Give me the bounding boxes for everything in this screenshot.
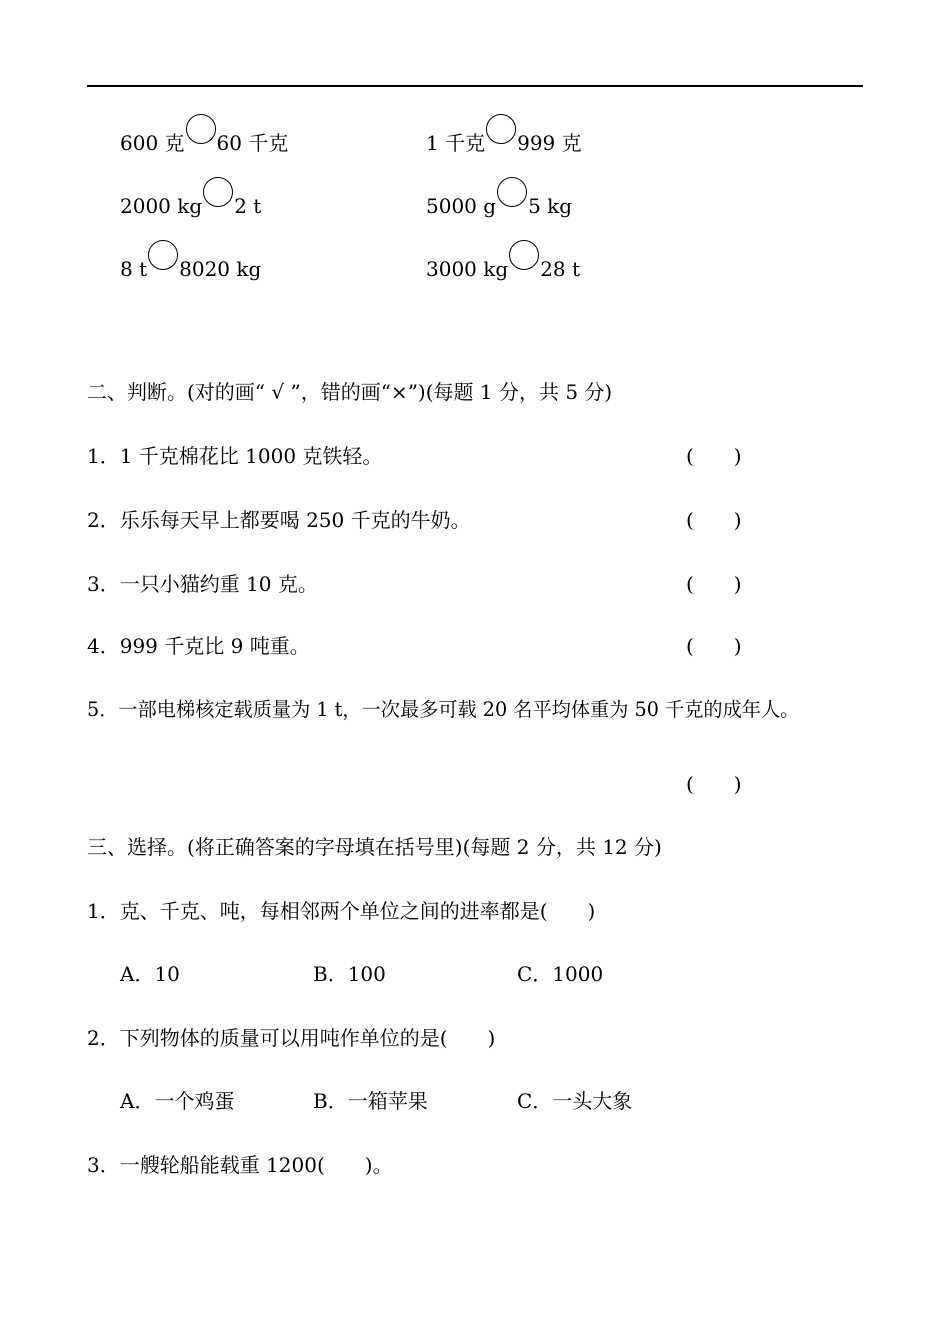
compare-right: 5 kg [528, 194, 573, 218]
judge-item: 3．一只小猫约重 10 克。 [87, 572, 318, 596]
judge-item: 4．999 千克比 9 吨重。 [87, 634, 310, 658]
answer-paren[interactable]: ( ) [686, 572, 742, 596]
choice-option-b: B．一箱苹果 [313, 1089, 428, 1113]
section2-title: 二、判断。(对的画“ √ ”，错的画“×”)(每题 1 分，共 5 分) [87, 380, 613, 404]
compare-circle[interactable] [148, 240, 178, 270]
answer-paren[interactable]: ( ) [686, 772, 742, 796]
compare-right: 28 t [540, 257, 581, 281]
compare-circle[interactable] [497, 177, 527, 207]
compare-right: 60 千克 [216, 131, 289, 155]
choice-question: 2．下列物体的质量可以用吨作单位的是( ) [87, 1026, 496, 1050]
compare-left: 2000 kg [120, 194, 203, 218]
judge-item: 2．乐乐每天早上都要喝 250 千克的牛奶。 [87, 508, 471, 532]
answer-paren[interactable]: ( ) [686, 508, 742, 532]
judge-item: 5．一部电梯核定载质量为 1 t，一次最多可载 20 名平均体重为 50 千克的成年人。 [87, 698, 800, 721]
section3-title: 三、选择。(将正确答案的字母填在括号里)(每题 2 分，共 12 分) [87, 835, 662, 859]
answer-paren[interactable]: ( ) [686, 444, 742, 468]
compare-item [120, 128, 288, 158]
choice-question: 3．一艘轮船能载重 1200( )。 [87, 1153, 393, 1177]
compare-right: 8020 kg [179, 257, 262, 281]
choice-option-b: B．100 [313, 962, 386, 986]
compare-left: 600 克 [120, 131, 185, 155]
choice-option-c: C．一头大象 [517, 1089, 633, 1113]
judge-item: 1．1 千克棉花比 1000 克铁轻。 [87, 444, 383, 468]
compare-left: 1 千克 [426, 131, 486, 155]
compare-circle[interactable] [186, 114, 216, 144]
compare-left: 3000 kg [426, 257, 509, 281]
compare-item [120, 254, 261, 284]
answer-paren[interactable]: ( ) [686, 634, 742, 658]
compare-left: 5000 g [426, 194, 497, 218]
choice-option-c: C．1000 [517, 962, 604, 986]
compare-right: 2 t [234, 194, 262, 218]
compare-right: 999 克 [517, 131, 582, 155]
compare-circle[interactable] [486, 114, 516, 144]
compare-circle[interactable] [509, 240, 539, 270]
compare-item [120, 191, 261, 221]
compare-circle[interactable] [203, 177, 233, 207]
compare-item [426, 128, 582, 158]
compare-item [426, 254, 580, 284]
choice-option-a: A．10 [120, 962, 180, 986]
choice-question: 1．克、千克、吨，每相邻两个单位之间的进率都是( ) [87, 899, 596, 923]
compare-left: 8 t [120, 257, 148, 281]
choice-option-a: A．一个鸡蛋 [120, 1089, 235, 1113]
compare-item [426, 191, 572, 221]
header-rule [87, 85, 863, 87]
